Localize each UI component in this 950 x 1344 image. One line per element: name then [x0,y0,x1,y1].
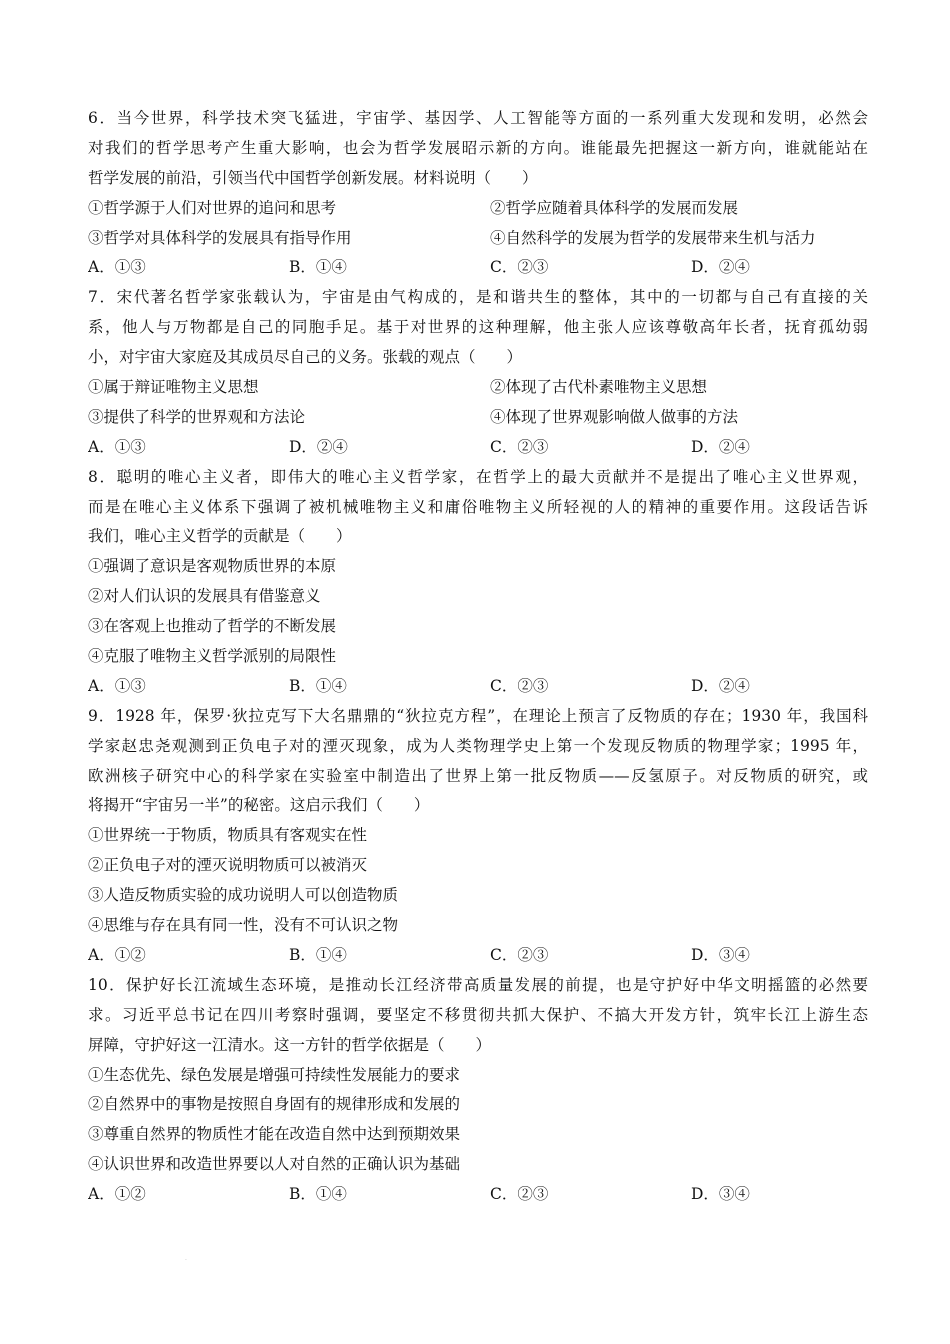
choice-a: A．①② [88,1185,146,1204]
choice-b: B．①④ [289,1185,347,1204]
question-stem-line: 7．宋代著名哲学家张载认为，宇宙是由气构成的，是和谐共生的整体，其中的一切都与自己有直接的关 [88,288,868,307]
choice-c: C．②③ [490,437,549,456]
choice-b: D．②④ [289,437,348,456]
option-1: ①哲学源于人们对世界的追问和思考 [88,198,337,217]
option-1: ①属于辩证唯物主义思想 [88,378,259,397]
question-stem-line: 10．保护好长江流域生态环境，是推动长江经济带高质量发展的前提，也是守护好中华文明摇篮的必然要 [88,975,868,994]
option-3: ③人造反物质实验的成功说明人可以创造物质 [88,886,399,905]
choice-d: D．③④ [691,1185,750,1204]
choice-a: A．①③ [88,437,146,456]
choice-a: A．①③ [88,258,146,277]
question-stem-line: 对我们的哲学思考产生重大影响，也会为哲学发展昭示新的方向。谁能最先把握这一新方向，谁就能站在 [88,138,868,157]
option-4: ④自然科学的发展为哲学的发展带来生机与活力 [490,228,816,247]
choice-b: B．①④ [289,945,347,964]
option-2: ②哲学应随着具体科学的发展而发展 [490,198,739,217]
question-stem-line: 学家赵忠尧观测到正负电子对的湮灭现象，成为人类物理学史上第一个发现反物质的物理学家；1995 年， [88,736,868,755]
question-stem-line: 小，对宇宙大家庭及其成员尽自己的义务。张载的观点（ ） [88,348,523,367]
option-4: ④认识世界和改造世界要以人对自然的正确认识为基础 [88,1155,461,1174]
option-row [88,224,868,254]
choice-d: D．②④ [691,676,750,695]
choice-c: C．②③ [490,258,549,277]
option-row [88,194,868,224]
choice-d: D．③④ [691,945,750,964]
question-stem-line: 9．1928 年，保罗·狄拉克写下大名鼎鼎的“狄拉克方程”，在理论上预言了反物质的存在；1930 年，我国科 [88,706,868,725]
choice-c: C．②③ [490,676,549,695]
question-8 [88,463,868,702]
question-stem-line: 求。习近平总书记在四川考察时强调，要坚定不移贯彻共抓大保护、不搞大开发方针，筑牢长江上游生态 [88,1005,868,1024]
option-3: ③在客观上也推动了哲学的不断发展 [88,617,337,636]
answer-choices [88,672,868,702]
answer-choices [88,433,868,463]
option-4: ④体现了世界观影响做人做事的方法 [490,407,739,426]
question-stem-line: 我们，唯心主义哲学的贡献是（ ） [88,527,352,546]
question-6 [88,104,868,283]
question-7 [88,283,868,462]
option-1: ①生态优先、绿色发展是增强可持续性发展能力的要求 [88,1065,461,1084]
option-2: ②自然界中的事物是按照自身固有的规律形成和发展的 [88,1095,461,1114]
answer-choices [88,1180,868,1210]
footer-mark: . [185,1255,187,1262]
question-10 [88,971,868,1210]
choice-d: D．②④ [691,258,750,277]
choice-a: A．①② [88,945,146,964]
question-9 [88,702,868,971]
question-stem-line: 8．聪明的唯心主义者，即伟大的唯心主义哲学家，在哲学上的最大贡献并不是提出了唯心主义世界观， [88,467,868,486]
option-3: ③提供了科学的世界观和方法论 [88,407,306,426]
option-2: ②正负电子对的湮灭说明物质可以被消灭 [88,856,368,875]
choice-c: C．②③ [490,945,549,964]
choice-a: A．①③ [88,676,146,695]
question-stem-line: 屏障，守护好这一江清水。这一方针的哲学依据是（ ） [88,1035,492,1054]
choice-b: B．①④ [289,258,347,277]
option-2: ②体现了古代朴素唯物主义思想 [490,378,708,397]
question-stem-line: 哲学发展的前沿，引领当代中国哲学创新发展。材料说明（ ） [88,168,538,187]
question-stem-line: 欧洲核子研究中心的科学家在实验室中制造出了世界上第一批反物质——反氢原子。对反物质的研究，或 [88,766,868,785]
option-2: ②对人们认识的发展具有借鉴意义 [88,587,321,606]
choice-d: D．②④ [691,437,750,456]
option-1: ①世界统一于物质，物质具有客观实在性 [88,826,368,845]
question-stem-line: 将揭开“宇宙另一半”的秘密。这启示我们（ ） [88,796,430,815]
answer-choices [88,941,868,971]
option-3: ③尊重自然界的物质性才能在改造自然中达到预期效果 [88,1125,461,1144]
choice-c: C．②③ [490,1185,549,1204]
exam-page [88,104,868,1210]
question-stem-line: 6．当今世界，科学技术突飞猛进，宇宙学、基因学、人工智能等方面的一系列重大发现和发明，必然会 [88,109,868,127]
option-3: ③哲学对具体科学的发展具有指导作用 [88,228,352,247]
question-stem-line: 而是在唯心主义体系下强调了被机械唯物主义和庸俗唯物主义所轻视的人的精神的重要作用。这段话告诉 [88,497,868,516]
option-row [88,403,868,433]
option-4: ④思维与存在具有同一性，没有不可认识之物 [88,916,399,935]
option-4: ④克服了唯物主义哲学派别的局限性 [88,647,337,666]
question-stem-line: 系，他人与万物都是自己的同胞手足。基于对世界的这种理解，他主张人应该尊敬高年长者，抚育孤幼弱 [88,318,868,337]
choice-b: B．①④ [289,676,347,695]
option-row [88,373,868,403]
option-1: ①强调了意识是客观物质世界的本原 [88,557,337,576]
answer-choices [88,253,868,283]
